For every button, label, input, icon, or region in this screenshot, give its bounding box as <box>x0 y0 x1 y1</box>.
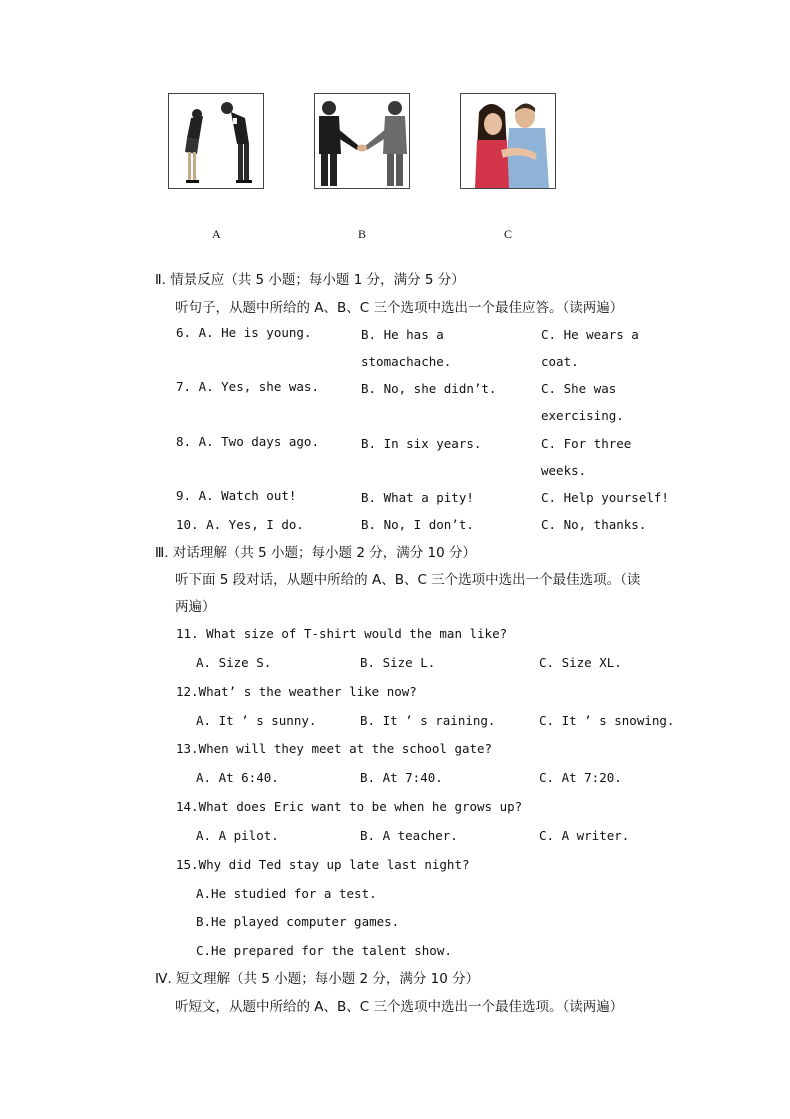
q14-option-b: B. A teacher. <box>360 828 458 843</box>
q7-option-c-line1: C. She was <box>541 381 617 396</box>
q9-option-a: 9. A. Watch out! <box>176 488 297 503</box>
q13-option-a: A. At 6:40. <box>196 770 279 785</box>
q15-question: 15.Why did Ted stay up late last night? <box>176 857 470 872</box>
picture-label-c: C <box>504 227 513 241</box>
q7-option-c-line2: exercising. <box>541 408 624 423</box>
picture-label-b: B <box>358 227 367 241</box>
q15-option-b: B.He played computer games. <box>196 914 400 929</box>
section-4-instruction: 听短文，从题中所给的 A、B、C 三个选项中选出一个最佳选项。（读两遍） <box>175 999 624 1015</box>
q9-option-c: C. Help yourself! <box>541 490 669 505</box>
section-2-heading: Ⅱ. 情景反应（共 5 小题；每小题 1 分，满分 5 分） <box>155 272 465 288</box>
handshake-image <box>315 94 409 188</box>
q6-option-a: 6. A. He is young. <box>176 325 312 340</box>
section-4-heading: Ⅳ. 短文理解（共 5 小题；每小题 2 分，满分 10 分） <box>155 971 480 987</box>
couple-hugging-image <box>461 94 555 188</box>
q8-option-c-line2: weeks. <box>541 463 587 478</box>
q11-option-b: B. Size L. <box>360 655 436 670</box>
q10-option-a: 10. A. Yes, I do. <box>176 517 304 532</box>
section-2-instruction: 听句子，从题中所给的 A、B、C 三个选项中选出一个最佳应答。（读两遍） <box>175 300 624 316</box>
q12-option-c: C. It ’ s snowing. <box>539 713 675 728</box>
q11-question: 11. What size of T-shirt would the man like? <box>176 626 508 641</box>
q15-option-a: A.He studied for a test. <box>196 886 377 901</box>
q11-option-a: A. Size S. <box>196 655 272 670</box>
q10-option-c: C. No, thanks. <box>541 517 647 532</box>
q8-option-c-line1: C. For three <box>541 436 632 451</box>
q14-option-a: A. A pilot. <box>196 828 279 843</box>
section-3-instruction-line2: 两遍） <box>175 599 216 615</box>
q6-option-b-line1: B. He has a <box>361 327 444 342</box>
section-3-heading: Ⅲ. 对话理解（共 5 小题；每小题 2 分，满分 10 分） <box>155 545 476 561</box>
picture-b <box>314 93 410 189</box>
q12-question: 12.What’ s the weather like now? <box>176 684 417 699</box>
q8-option-a: 8. A. Two days ago. <box>176 434 319 449</box>
q8-option-b: B. In six years. <box>361 436 482 451</box>
q11-option-c: C. Size XL. <box>539 655 622 670</box>
q7-option-a: 7. A. Yes, she was. <box>176 379 319 394</box>
picture-c <box>460 93 556 189</box>
q7-option-b: B. No, she didn’t. <box>361 381 497 396</box>
section-3-instruction-line1: 听下面 5 段对话，从题中所给的 A、B、C 三个选项中选出一个最佳选项。（读 <box>175 572 641 588</box>
q15-option-c: C.He prepared for the talent show. <box>196 943 452 958</box>
q12-option-b: B. It ’ s raining. <box>360 713 496 728</box>
q13-option-b: B. At 7:40. <box>360 770 443 785</box>
q12-option-a: A. It ’ s sunny. <box>196 713 317 728</box>
people-bowing-image <box>169 94 263 188</box>
picture-a <box>168 93 264 189</box>
q6-option-c-line1: C. He wears a <box>541 327 639 342</box>
q10-option-b: B. No, I don’t. <box>361 517 474 532</box>
q13-option-c: C. At 7:20. <box>539 770 622 785</box>
picture-label-a: A <box>212 227 221 241</box>
q6-option-c-line2: coat. <box>541 354 579 369</box>
q6-option-b-line2: stomachache. <box>361 354 452 369</box>
q14-option-c: C. A writer. <box>539 828 630 843</box>
q9-option-b: B. What a pity! <box>361 490 474 505</box>
q13-question: 13.When will they meet at the school gate? <box>176 741 493 756</box>
q14-question: 14.What does Eric want to be when he grows up? <box>176 799 523 814</box>
